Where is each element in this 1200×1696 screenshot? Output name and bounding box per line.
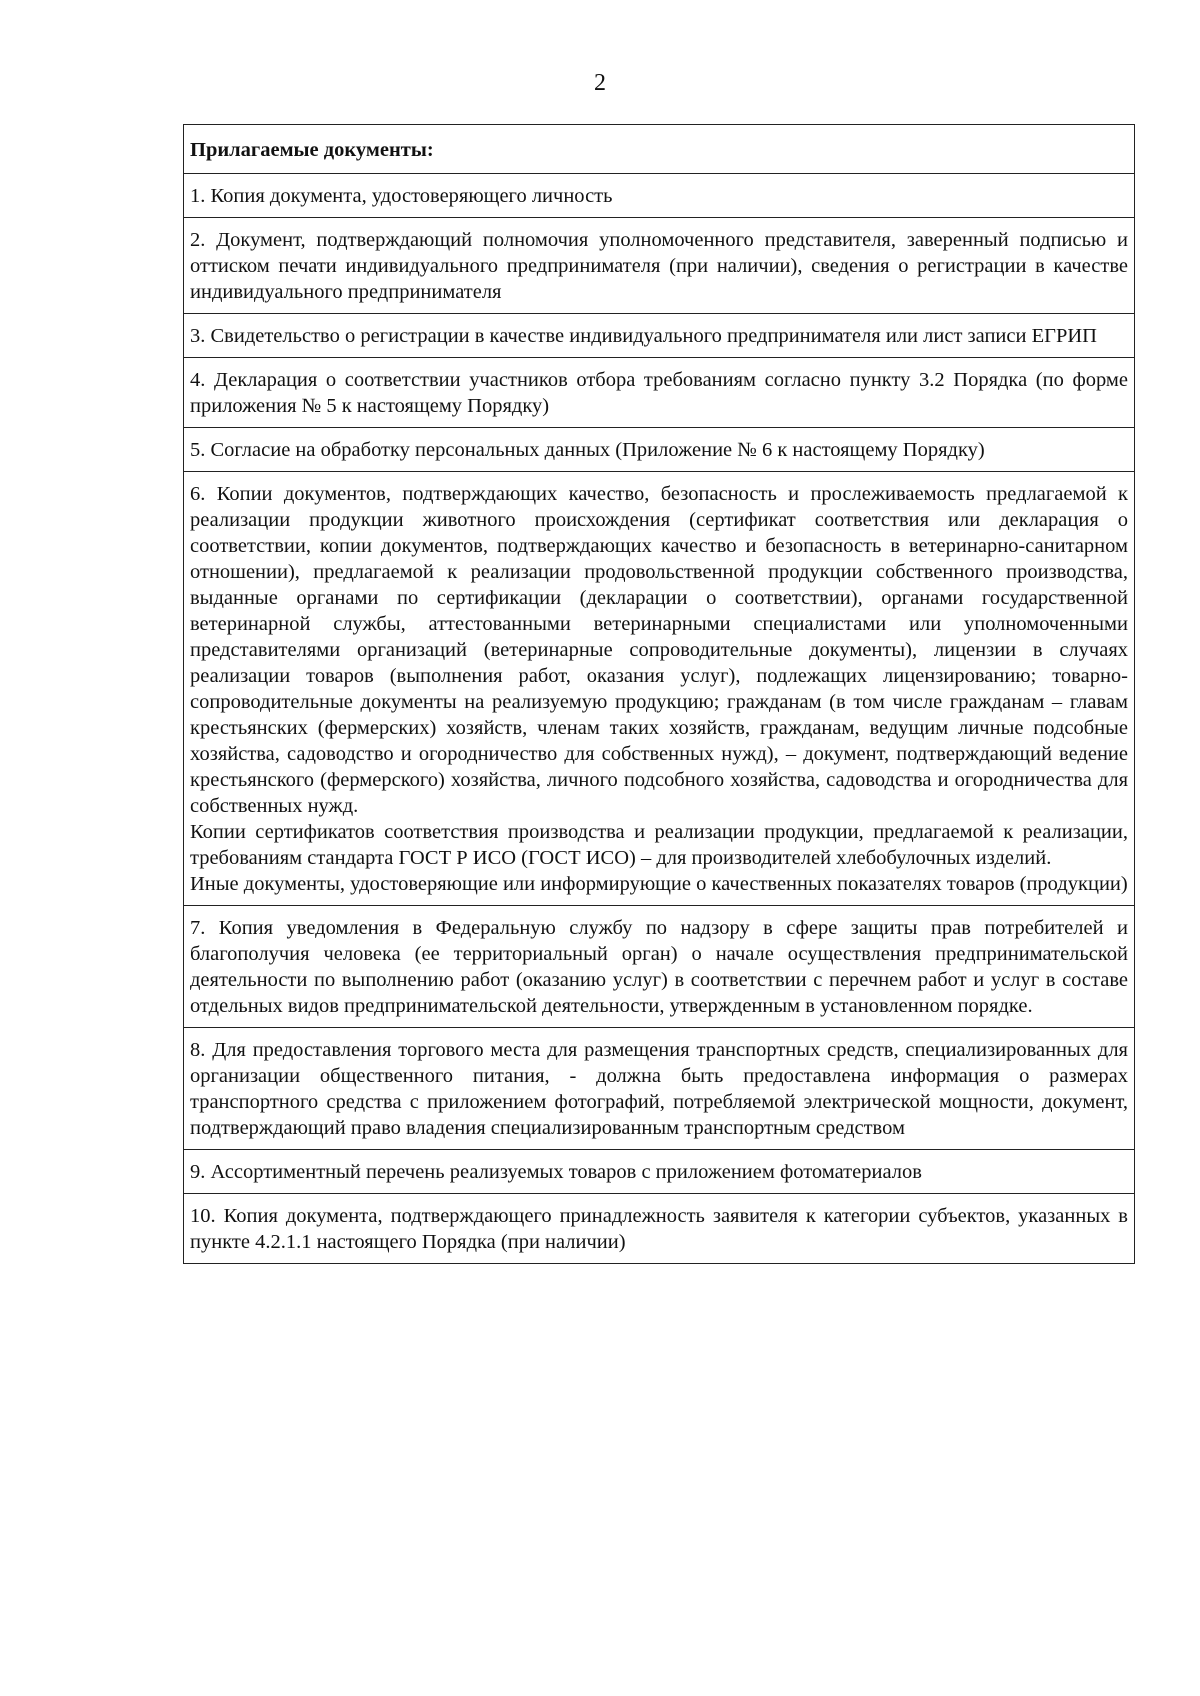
- table-row: [184, 472, 1135, 906]
- document-item-6: 6. Копии документов, подтверждающих качество, безопасность и прослеживаемость предлагаемой к реализации продукции животного происхождения (сертификат соответствия или декларация о соответствии, копии документов, подтверждающих качество и безопасность в ветеринарно-санитарном отношении), предлагаемой к реализации продовольственной продукции собственного производства, выданные органами по сертификации (декларации о соответствии), органами государственной ветеринарной службы, аттестованными ветеринарными специалистами или уполномоченными представителями организаций (ветеринарные сопроводительные документы), лицензии в случаях реализации товаров (выполнения работ, оказания услуг), подлежащих лицензированию; товарно-сопроводительные документы на реализуемую продукцию; гражданам (в том числе гражданам – главам крестьянских (фермерских) хозяйств, членам таких хозяйств, гражданам, ведущим личные подсобные хозяйства, садоводство и огородничество для собственных нужд), – документ, подтверждающий ведение крестьянского (фермерского) хозяйства, личного подсобного хозяйства, садоводства и огородничества для собственных нужд.: [190, 483, 1128, 817]
- attached-documents-table: [183, 124, 1135, 1264]
- document-item-6-cell: [184, 472, 1135, 906]
- document-item-2: 2. Документ, подтверждающий полномочия уполномоченного представителя, заверенный подписью и оттиском печати индивидуального предпринимателя (при наличии), сведения о регистрации в качестве индивидуального предпринимателя: [184, 218, 1135, 314]
- document-item-3: 3. Свидетельство о регистрации в качестве индивидуального предпринимателя или лист записи ЕГРИП: [184, 314, 1135, 358]
- table-row: [184, 1150, 1135, 1194]
- document-item-7: 7. Копия уведомления в Федеральную службу по надзору в сфере защиты прав потребителей и благополучия человека (ее территориальный орган) о начале осуществления предпринимательской деятельности по выполнению работ (оказанию услуг) в соответствии с перечнем работ и услуг в составе отдельных видов предпринимательской деятельности, утвержденным в установленном порядке.: [184, 906, 1135, 1028]
- document-item-6-extra-1: Копии сертификатов соответствия производства и реализации продукции, предлагаемой к реализации, требованиям стандарта ГОСТ Р ИСО (ГОСТ ИСО) – для производителей хлебобулочных изделий.: [190, 821, 1128, 869]
- document-item-1: 1. Копия документа, удостоверяющего личность: [184, 174, 1135, 218]
- table-header-row: [184, 125, 1135, 174]
- table-row: [184, 358, 1135, 428]
- page-number: 2: [594, 70, 606, 96]
- document-item-4: 4. Декларация о соответствии участников отбора требованиям согласно пункту 3.2 Порядка (по форме приложения № 5 к настоящему Порядку): [184, 358, 1135, 428]
- table-row: [184, 906, 1135, 1028]
- table-row: [184, 174, 1135, 218]
- document-item-5: 5. Согласие на обработку персональных данных (Приложение № 6 к настоящему Порядку): [184, 428, 1135, 472]
- document-item-6-extra-2: Иные документы, удостоверяющие или информирующие о качественных показателях товаров (продукции): [190, 873, 1128, 895]
- document-item-10: 10. Копия документа, подтверждающего принадлежность заявителя к категории субъектов, указанных в пункте 4.2.1.1 настоящего Порядка (при наличии): [184, 1194, 1135, 1264]
- table-row: [184, 428, 1135, 472]
- table-row: [184, 1194, 1135, 1264]
- table-row: [184, 1028, 1135, 1150]
- table-row: [184, 314, 1135, 358]
- table-header: Прилагаемые документы:: [184, 125, 1135, 174]
- table-row: [184, 218, 1135, 314]
- document-item-8: 8. Для предоставления торгового места для размещения транспортных средств, специализированных для организации общественного питания, - должна быть предоставлена информация о размерах транспортного средства с приложением фотографий, потребляемой электрической мощности, документ, подтверждающий право владения специализированным транспортным средством: [184, 1028, 1135, 1150]
- document-item-9: 9. Ассортиментный перечень реализуемых товаров с приложением фотоматериалов: [184, 1150, 1135, 1194]
